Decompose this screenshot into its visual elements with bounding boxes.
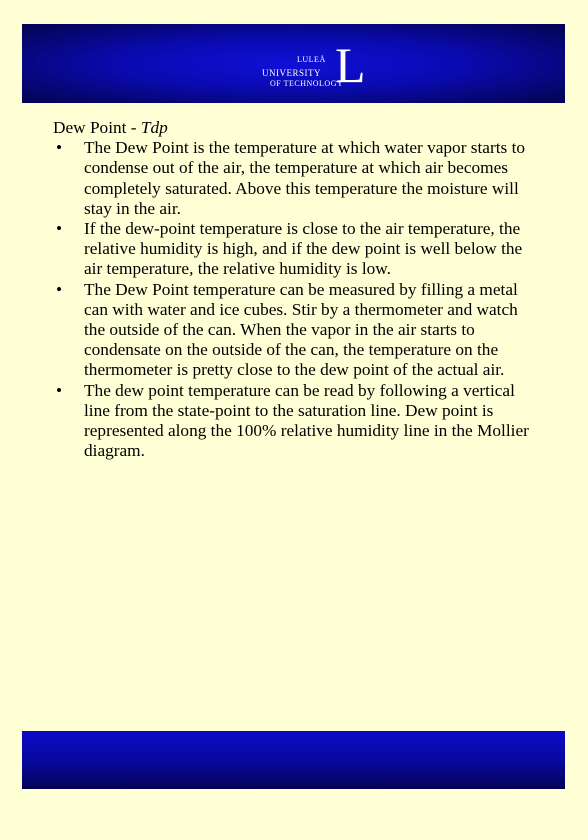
university-logo — [240, 38, 380, 98]
list-item — [53, 280, 533, 381]
slide-content — [53, 118, 533, 461]
bullet-marker: • — [56, 138, 63, 158]
logo-line-2: UNIVERSITY — [262, 68, 321, 78]
bullet-list — [53, 138, 533, 461]
title-prefix: Dew Point - — [53, 118, 141, 137]
footer-banner — [22, 731, 565, 789]
title-symbol: Tdp — [140, 118, 168, 137]
logo-mark: L — [335, 37, 366, 93]
bullet-text: If the dew-point temperature is close to the air temperature, the relative humidity is high, and if the dew point is well below the air temperature, the relative humidity is low. — [84, 219, 523, 279]
bullet-marker: • — [56, 380, 63, 400]
bullet-marker: • — [56, 219, 63, 239]
list-item — [53, 138, 533, 219]
list-item — [53, 219, 533, 280]
bullet-text: The dew point temperature can be read by following a vertical line from the state-point to the saturation line. Dew point is represented along the 100% relative humidity line in the Mollier diagram. — [84, 380, 529, 461]
header-banner — [22, 24, 565, 103]
logo-line-1: LULEÅ — [297, 55, 326, 64]
bullet-marker: • — [56, 279, 63, 299]
bullet-text: The Dew Point temperature can be measured by filling a metal can with water and ice cubes. Stir by a thermometer and watch the outside of the can. When the vapor in the air starts to condensate on the outside of the can, the temperature on the thermometer is pretty close to the dew point of the actual air. — [84, 279, 518, 380]
slide-title — [53, 118, 533, 138]
list-item — [53, 381, 533, 462]
bullet-text: The Dew Point is the temperature at which water vapor starts to condense out of the air, the temperature at which air becomes completely saturated. Above this temperature the moisture will stay in the air. — [84, 138, 526, 218]
logo-line-3: OF TECHNOLOGY — [270, 79, 344, 88]
